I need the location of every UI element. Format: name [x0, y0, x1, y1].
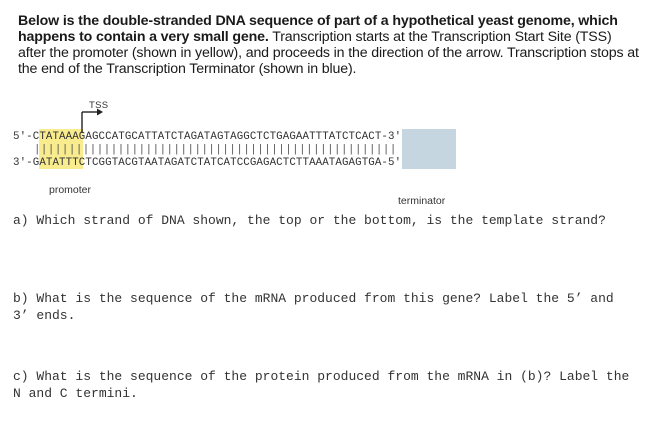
top-strand: 5'-CTATAAAGAGCCATGCATTATCTAGATAGTAGGCTCTGAGAATTTATCTCACT-3'	[13, 131, 402, 143]
base-pair-lines: ||||||||||||||||||||||||||||||||||||||||||||||||||||	[33, 144, 397, 156]
terminator-label: terminator	[398, 195, 446, 207]
tss-label: TSS	[89, 100, 109, 111]
promoter-label: promoter	[49, 184, 92, 196]
intro-text: Transcription starts at the Transcription Start Site (TSS) after the promoter (shown in yellow), and proceeds in the direction of the arrow. Transcription stops at the end of the Transcription Terminator (shown in blue).	[18, 29, 639, 77]
question-b: b) What is the sequence of the mRNA produced from this gene? Label the 5’ and 3’ ends.	[13, 291, 622, 323]
question-c: c) What is the sequence of the protein produced from the mRNA in (b)? Label the N and C termini.	[13, 369, 638, 401]
question-a: a) Which strand of DNA shown, the top or the bottom, is the template strand?	[13, 213, 606, 228]
terminator-highlight	[402, 129, 456, 169]
bottom-strand: 3'-GATATTTCTCGGTACGTAATAGATCTATCATCCGAGACTCTTAAATAGAGTGA-5'	[13, 157, 402, 169]
intro-paragraph	[18, 13, 640, 77]
intro-bold-text: Below is the double-stranded DNA sequence of part of a hypothetical yeast genome, which happens to contain a very small gene.	[18, 13, 618, 45]
